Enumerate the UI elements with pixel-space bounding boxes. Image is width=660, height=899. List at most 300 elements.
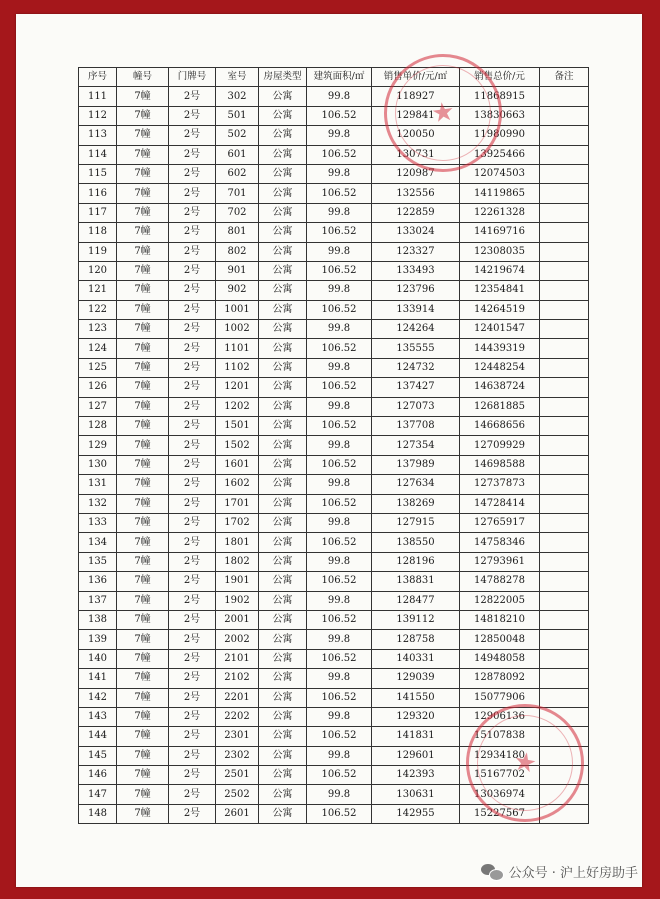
table-cell: 2号 [169,513,216,532]
table-cell: 公寓 [259,164,307,183]
table-cell: 12793961 [460,552,540,571]
table-cell: 1902 [216,591,259,610]
table-cell: 7幢 [117,630,169,649]
table-cell: 公寓 [259,494,307,513]
table-cell [540,785,589,804]
table-cell: 2002 [216,630,259,649]
table-cell: 99.8 [307,513,372,532]
table-cell: 公寓 [259,552,307,571]
table-cell: 134 [79,533,117,552]
table-row [79,727,589,746]
table-cell: 99.8 [307,746,372,765]
table-cell: 7幢 [117,320,169,339]
table-cell: 140331 [372,649,460,668]
table-cell: 106.52 [307,300,372,319]
table-cell: 701 [216,184,259,203]
table-cell: 133 [79,513,117,532]
table-cell: 106.52 [307,455,372,474]
table-row [79,766,589,785]
table-cell [540,727,589,746]
table-cell: 106.52 [307,494,372,513]
table-cell: 2号 [169,397,216,416]
table-cell: 公寓 [259,572,307,591]
table-row [79,513,589,532]
table-cell [540,669,589,688]
table-cell: 120050 [372,126,460,145]
table-cell: 138831 [372,572,460,591]
table-row [79,436,589,455]
table-cell: 116 [79,184,117,203]
table-cell: 2号 [169,320,216,339]
table-cell: 公寓 [259,87,307,106]
table-cell: 公寓 [259,397,307,416]
column-header: 室号 [216,68,259,87]
table-cell: 2号 [169,378,216,397]
table-cell: 公寓 [259,475,307,494]
table-cell: 123796 [372,281,460,300]
table-cell: 123 [79,320,117,339]
table-cell: 2202 [216,707,259,726]
table-cell: 7幢 [117,126,169,145]
table-cell: 7幢 [117,281,169,300]
table-cell: 2号 [169,688,216,707]
table-cell: 106.52 [307,184,372,203]
table-cell: 125 [79,358,117,377]
table-cell: 7幢 [117,649,169,668]
table-cell: 2301 [216,727,259,746]
table-cell: 122 [79,300,117,319]
table-cell: 122859 [372,203,460,222]
column-header: 销售单价/元/㎡ [372,68,460,87]
table-cell [540,649,589,668]
table-cell: 129841 [372,106,460,125]
column-header: 备注 [540,68,589,87]
table-cell: 14948058 [460,649,540,668]
table-cell: 128196 [372,552,460,571]
table-cell: 2号 [169,417,216,436]
table-cell: 2号 [169,242,216,261]
table-cell: 2号 [169,707,216,726]
table-cell: 106.52 [307,339,372,358]
table-cell: 131 [79,475,117,494]
table-cell: 106.52 [307,223,372,242]
table-cell: 99.8 [307,707,372,726]
table-cell: 141550 [372,688,460,707]
table-cell: 147 [79,785,117,804]
table-cell: 140 [79,649,117,668]
table-cell: 11868915 [460,87,540,106]
table-cell: 7幢 [117,707,169,726]
table-cell: 公寓 [259,223,307,242]
wechat-icon [481,864,503,880]
table-cell: 公寓 [259,261,307,280]
table-cell: 2号 [169,630,216,649]
table-cell: 99.8 [307,203,372,222]
table-cell: 公寓 [259,669,307,688]
table-cell: 113 [79,126,117,145]
table-cell: 7幢 [117,203,169,222]
table-cell: 1002 [216,320,259,339]
table-cell: 1001 [216,300,259,319]
table-cell: 99.8 [307,552,372,571]
table-cell: 7幢 [117,475,169,494]
table-row [79,378,589,397]
table-cell [540,320,589,339]
table-cell: 137989 [372,455,460,474]
table-cell: 14668656 [460,417,540,436]
table-cell: 2号 [169,281,216,300]
table-cell: 公寓 [259,707,307,726]
table-cell: 2102 [216,669,259,688]
table-cell: 2101 [216,649,259,668]
table-cell: 14788278 [460,572,540,591]
table-row [79,320,589,339]
table-cell: 7幢 [117,572,169,591]
table-cell: 14698588 [460,455,540,474]
table-cell: 14219674 [460,261,540,280]
table-cell: 公寓 [259,417,307,436]
table-cell [540,106,589,125]
table-cell: 12448254 [460,358,540,377]
table-cell: 2号 [169,164,216,183]
table-cell: 2302 [216,746,259,765]
column-header: 房屋类型 [259,68,307,87]
table-row [79,223,589,242]
table-cell: 12906136 [460,707,540,726]
table-cell: 12765917 [460,513,540,532]
table-cell: 1101 [216,339,259,358]
price-table [78,67,589,824]
table-cell: 120987 [372,164,460,183]
table-cell [540,436,589,455]
table-cell: 124732 [372,358,460,377]
table-cell: 119 [79,242,117,261]
table-cell: 99.8 [307,785,372,804]
table-cell: 901 [216,261,259,280]
table-cell: 146 [79,766,117,785]
table-row [79,475,589,494]
table-row [79,242,589,261]
table-cell: 902 [216,281,259,300]
table-cell [540,339,589,358]
table-cell: 7幢 [117,766,169,785]
table-cell: 1202 [216,397,259,416]
table-cell: 12934180 [460,746,540,765]
table-cell: 99.8 [307,436,372,455]
table-cell: 2001 [216,610,259,629]
table-cell: 601 [216,145,259,164]
table-cell: 501 [216,106,259,125]
column-header: 建筑面积/㎡ [307,68,372,87]
table-cell [540,87,589,106]
table-cell: 2号 [169,533,216,552]
table-cell: 7幢 [117,669,169,688]
table-cell: 公寓 [259,126,307,145]
table-cell: 7幢 [117,436,169,455]
table-row [79,494,589,513]
table-cell [540,223,589,242]
table-cell: 7幢 [117,591,169,610]
table-cell: 1201 [216,378,259,397]
table-cell: 2号 [169,300,216,319]
table-cell: 137708 [372,417,460,436]
table-cell: 7幢 [117,358,169,377]
table-cell: 2号 [169,106,216,125]
table-row [79,87,589,106]
table-cell: 129601 [372,746,460,765]
table-cell: 99.8 [307,87,372,106]
table-cell: 1602 [216,475,259,494]
table-cell [540,513,589,532]
table-cell: 2号 [169,358,216,377]
table-cell: 7幢 [117,145,169,164]
table-cell: 135555 [372,339,460,358]
table-cell: 2号 [169,203,216,222]
table-cell: 14169716 [460,223,540,242]
table-cell: 14728414 [460,494,540,513]
table-cell: 公寓 [259,320,307,339]
watermark [481,862,638,881]
table-cell: 7幢 [117,242,169,261]
table-cell: 143 [79,707,117,726]
table-cell [540,804,589,823]
table-cell: 公寓 [259,610,307,629]
table-header-row [79,68,589,87]
table-cell: 106.52 [307,145,372,164]
table-cell: 7幢 [117,746,169,765]
table-cell: 15227567 [460,804,540,823]
table-cell: 2号 [169,145,216,164]
table-cell: 公寓 [259,281,307,300]
table-cell: 12850048 [460,630,540,649]
table-cell: 7幢 [117,164,169,183]
table-cell [540,533,589,552]
table-cell: 公寓 [259,513,307,532]
table-cell: 7幢 [117,610,169,629]
table-cell: 13036974 [460,785,540,804]
column-header: 销售总价/元 [460,68,540,87]
table-cell: 99.8 [307,126,372,145]
table-cell: 1601 [216,455,259,474]
table-cell: 138550 [372,533,460,552]
table-cell [540,766,589,785]
table-cell: 99.8 [307,669,372,688]
table-cell: 1801 [216,533,259,552]
table-cell: 公寓 [259,339,307,358]
table-body [79,87,589,824]
table-cell: 14264519 [460,300,540,319]
table-cell: 7幢 [117,785,169,804]
table-cell: 106.52 [307,649,372,668]
table-cell: 112 [79,106,117,125]
table-row [79,184,589,203]
table-cell [540,184,589,203]
table-cell: 公寓 [259,436,307,455]
table-cell: 99.8 [307,591,372,610]
table-cell: 106.52 [307,688,372,707]
table-row [79,707,589,726]
table-cell: 2号 [169,339,216,358]
table-cell: 公寓 [259,106,307,125]
table-row [79,300,589,319]
table-cell: 公寓 [259,688,307,707]
table-cell: 106.52 [307,106,372,125]
table-cell: 13830663 [460,106,540,125]
table-cell: 106.52 [307,610,372,629]
table-cell: 公寓 [259,455,307,474]
table-cell: 137 [79,591,117,610]
table-cell: 142393 [372,766,460,785]
table-row [79,572,589,591]
table-cell: 2号 [169,766,216,785]
table-cell: 138 [79,610,117,629]
table-cell: 118 [79,223,117,242]
table-cell: 7幢 [117,513,169,532]
table-cell [540,242,589,261]
table-cell: 7幢 [117,417,169,436]
table-cell: 127354 [372,436,460,455]
table-cell: 1701 [216,494,259,513]
table-cell: 12681885 [460,397,540,416]
table-cell: 124264 [372,320,460,339]
table-row [79,746,589,765]
table-cell: 7幢 [117,339,169,358]
table-cell: 137427 [372,378,460,397]
table-cell: 1802 [216,552,259,571]
table-cell: 公寓 [259,649,307,668]
table-cell: 13925466 [460,145,540,164]
table-cell [540,126,589,145]
table-cell: 2号 [169,572,216,591]
table-cell [540,417,589,436]
table-row [79,397,589,416]
table-cell: 12709929 [460,436,540,455]
table-cell: 2号 [169,436,216,455]
table-cell: 15107838 [460,727,540,746]
table-cell: 2号 [169,455,216,474]
table-cell: 602 [216,164,259,183]
table-cell: 117 [79,203,117,222]
table-cell: 106.52 [307,727,372,746]
table-cell [540,688,589,707]
table-cell: 114 [79,145,117,164]
table-cell: 7幢 [117,727,169,746]
table-row [79,804,589,823]
table-row [79,533,589,552]
table-cell: 702 [216,203,259,222]
table-cell: 1702 [216,513,259,532]
table-cell: 14758346 [460,533,540,552]
table-cell: 111 [79,87,117,106]
table-cell: 1502 [216,436,259,455]
table-cell: 135 [79,552,117,571]
table-cell: 2号 [169,494,216,513]
table-cell: 144 [79,727,117,746]
table-cell: 公寓 [259,242,307,261]
table-cell: 145 [79,746,117,765]
table-row [79,455,589,474]
table-cell: 121 [79,281,117,300]
table-cell: 142 [79,688,117,707]
table-cell: 2号 [169,746,216,765]
table-cell: 12822005 [460,591,540,610]
table-cell: 12074503 [460,164,540,183]
table-cell: 公寓 [259,358,307,377]
column-header: 门牌号 [169,68,216,87]
table-cell: 126 [79,378,117,397]
table-cell [540,358,589,377]
table-cell: 127915 [372,513,460,532]
table-cell: 2号 [169,610,216,629]
table-cell: 2号 [169,552,216,571]
official-seal: ★ [376,46,509,179]
table-cell: 99.8 [307,281,372,300]
table-cell: 136 [79,572,117,591]
table-cell [540,281,589,300]
table-cell: 公寓 [259,145,307,164]
table-row [79,145,589,164]
table-cell: 502 [216,126,259,145]
table-cell: 2601 [216,804,259,823]
table-cell: 99.8 [307,320,372,339]
table-row [79,552,589,571]
table-cell: 12261328 [460,203,540,222]
table-cell: 2号 [169,591,216,610]
table-cell: 公寓 [259,184,307,203]
table-cell [540,552,589,571]
table-cell: 7幢 [117,261,169,280]
table-cell: 12737873 [460,475,540,494]
table-row [79,610,589,629]
table-cell: 139 [79,630,117,649]
table-cell: 公寓 [259,591,307,610]
table-row [79,417,589,436]
table-cell: 142955 [372,804,460,823]
table-cell: 106.52 [307,533,372,552]
table-cell [540,145,589,164]
table-cell: 7幢 [117,184,169,203]
table-cell: 12401547 [460,320,540,339]
table-cell: 11980990 [460,126,540,145]
table-cell: 128 [79,417,117,436]
table-cell: 129 [79,436,117,455]
table-cell [540,455,589,474]
table-cell: 公寓 [259,785,307,804]
table-cell: 12308035 [460,242,540,261]
table-cell: 99.8 [307,242,372,261]
table-cell: 15077906 [460,688,540,707]
table-cell: 141 [79,669,117,688]
table-cell [540,475,589,494]
table-cell [540,164,589,183]
table-row [79,649,589,668]
table-cell [540,572,589,591]
table-cell: 14439319 [460,339,540,358]
table-cell: 106.52 [307,804,372,823]
table-cell: 7幢 [117,300,169,319]
table-cell: 106.52 [307,378,372,397]
table-cell: 99.8 [307,164,372,183]
table-cell [540,591,589,610]
table-cell: 7幢 [117,223,169,242]
table-cell [540,494,589,513]
table-cell [540,203,589,222]
table-cell: 2501 [216,766,259,785]
table-cell: 7幢 [117,494,169,513]
table-cell: 公寓 [259,630,307,649]
table-cell: 公寓 [259,804,307,823]
table-cell: 130631 [372,785,460,804]
